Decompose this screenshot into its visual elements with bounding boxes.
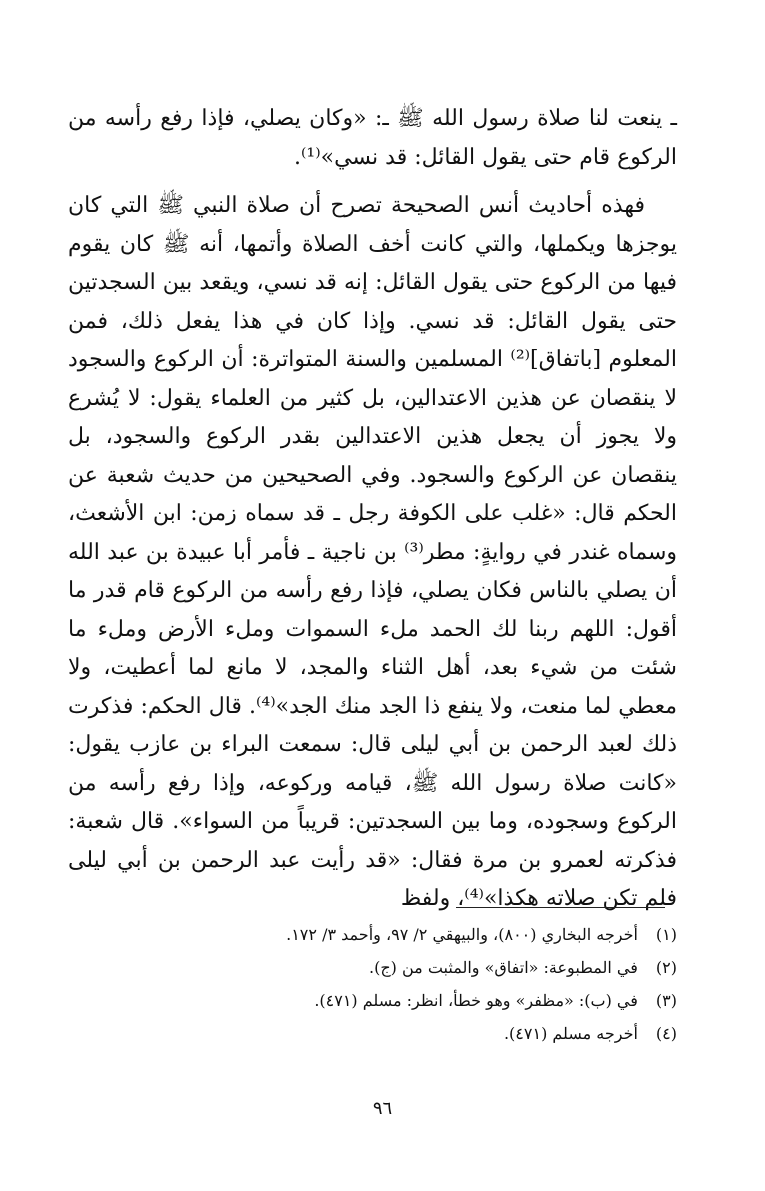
footnote-number: (١) <box>655 925 677 944</box>
footnote-1 <box>120 918 677 951</box>
footnote-3 <box>120 984 677 1017</box>
footnote-text: في المطبوعة: «اتفاق» والمثبت من (ج). <box>369 958 638 977</box>
footnote-4 <box>120 1017 677 1050</box>
footnotes <box>120 918 677 1050</box>
footnote-number: (٤) <box>655 1024 677 1043</box>
main-text <box>68 100 677 919</box>
footnote-text: أخرجه مسلم (٤٧١). <box>503 1024 638 1043</box>
footnote-text: في (ب): «مظفر» وهو خطأ، انظر: مسلم (٤٧١). <box>314 991 638 1010</box>
footnote-text: أخرجه البخاري (٨٠٠)، والبيهقي ٢/ ٩٧، وأحمد ٣/ ١٧٢. <box>286 925 638 944</box>
page-number: ٩٦ <box>372 1098 393 1119</box>
paragraph-2: فهذه أحاديث أنس الصحيحة تصرح أن صلاة النبي ﷺ التي كان يوجزها ويكملها، والتي كانت أخف الصلاة وأتمها، أنه ﷺ كان يقوم فيها من الركوع حتى يقول القائل: إنه قد نسي، ويقعد بين السجدتين حتى يقول القائل: قد نسي. وإذا كان في هذا يفعل ذلك، فمن المعلوم [باتفاق]⁽²⁾ المسلمين والسنة المتواترة: أن الركوع والسجود لا ينقصان عن هذين الاعتدالين، بل كثير من العلماء يقول: لا يُشرع ولا يجوز أن يجعل هذين الاعتدالين بقدر الركوع والسجود، بل ينقصان عن الركوع والسجود. وفي الصحيحين من حديث شعبة عن الحكم قال: «غلب على الكوفة رجل ـ قد سماه زمن: ابن الأشعث، وسماه غندر في روايةٍ: مطر⁽³⁾ بن ناجية ـ فأمر أبا عبيدة بن عبد الله أن يصلي بالناس فكان يصلي، فإذا رفع رأسه من الركوع قام قدر ما أقول: اللهم ربنا لك الحمد ملء السموات وملء الأرض وملء ما شئت من شيء بعد، أهل الثناء والمجد، لا مانع لما أعطيت، ولا معطي لما منعت، ولا ينفع ذا الجد منك الجد»⁽⁴⁾. قال الحكم: فذكرت ذلك لعبد الرحمن بن أبي ليلى قال: سمعت البراء بن عازب يقول: «كانت صلاة رسول الله ﷺ، قيامه وركوعه، وإذا رفع رأسه من الركوع وسجوده، وما بين السجدتين: قريباً من السواء». قال شعبة: فذكرته لعمرو بن مرة فقال: «قد رأيت عبد الرحمن بن أبي ليلى فلم تكن صلاته هكذا»⁽⁴⁾، ولفظ <box>68 193 678 911</box>
footnote-number: (٣) <box>655 991 677 1010</box>
footnote-2 <box>120 951 677 984</box>
footnote-separator <box>456 907 665 908</box>
paragraph-1: ـ ينعت لنا صلاة رسول الله ﷺ ـ: «وكان يصلي، فإذا رفع رأسه من الركوع قام حتى يقول القائل: قد نسي»⁽¹⁾. <box>68 106 677 170</box>
footnote-number: (٢) <box>655 958 677 977</box>
